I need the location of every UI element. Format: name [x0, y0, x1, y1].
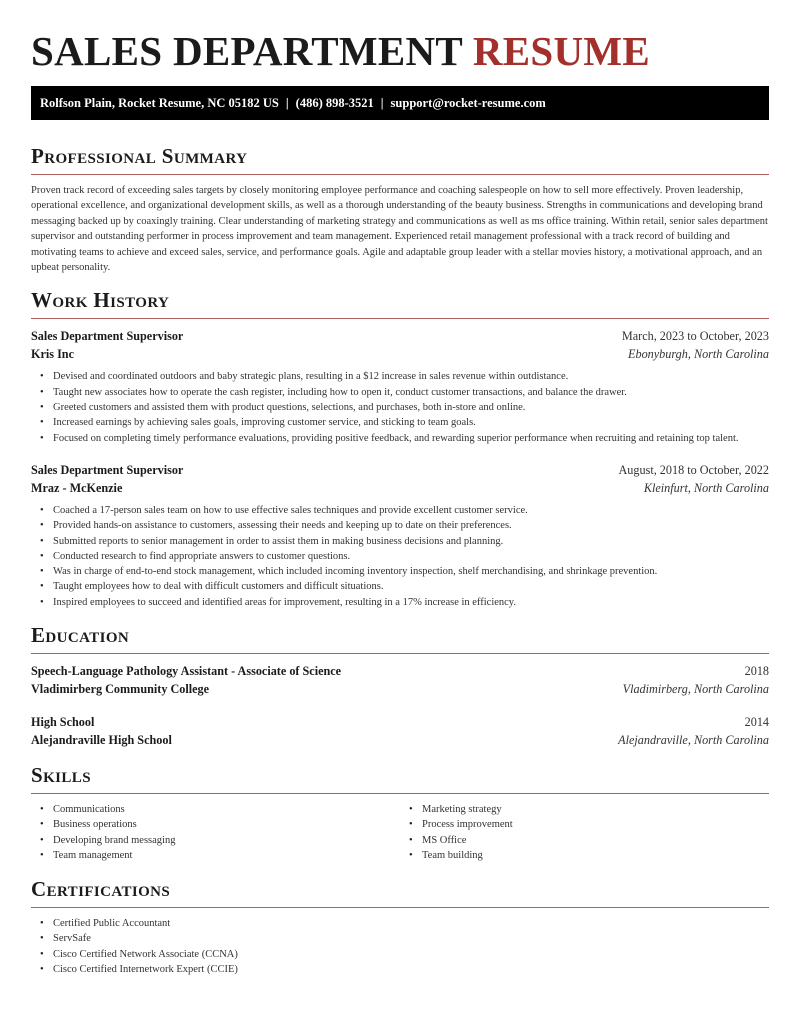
skills-columns — [31, 802, 769, 863]
job-bullets — [31, 503, 769, 610]
list-item: • ServSafe — [53, 931, 769, 946]
list-item: • Cisco Certified Network Associate (CCNA) — [53, 947, 769, 962]
section-divider — [31, 907, 769, 908]
section-title-work-history: Work History — [31, 288, 170, 313]
skills-section — [31, 763, 769, 863]
list-item: • Devised and coordinated outdoors and baby strategic plans, resulting in a $12 increase in sales revenue within outdistance. — [53, 369, 769, 384]
job-entry — [31, 461, 769, 610]
contact-email[interactable]: support@rocket-resume.com — [390, 96, 546, 110]
section-divider — [31, 653, 769, 654]
certifications-section — [31, 877, 769, 977]
list-item: • Taught employees how to deal with difficult customers and difficult situations. — [53, 579, 769, 594]
contact-bar — [31, 86, 769, 120]
education-entry — [31, 662, 769, 698]
section-title-summary: Professional Summary — [31, 144, 248, 168]
list-item: • Greeted customers and assisted them with product questions, selections, and purchases, both in-store and online. — [53, 400, 769, 415]
education-school: Alejandraville High School — [31, 733, 172, 747]
list-item: • Developing brand messaging — [53, 833, 400, 848]
job-location: Ebonyburgh, North Carolina — [628, 347, 769, 362]
section-divider — [31, 174, 769, 175]
contact-separator: | — [285, 96, 289, 110]
list-item: • Process improvement — [422, 817, 769, 832]
contact-phone: (486) 898-3521 — [295, 96, 374, 110]
education-year: 2018 — [744, 664, 769, 678]
list-item: • Increased earnings by achieving sales goals, improving customer service, and sticking to team goals. — [53, 415, 769, 430]
list-item: • Conducted research to find appropriate answers to customer questions. — [53, 549, 769, 564]
job-title: Sales Department Supervisor — [31, 329, 184, 344]
education-degree: Speech-Language Pathology Assistant - Associate of Science — [31, 664, 342, 678]
education-entry — [31, 713, 769, 749]
section-title-certifications: Certifications — [31, 877, 171, 902]
title-main: SALES DEPARTMENT — [31, 28, 463, 74]
list-item: • Was in charge of end-to-end stock management, which included incoming inventory inspection, shelf merchandising, and shrinkage prevention. — [53, 564, 769, 579]
list-item: • Focused on completing timely performance evaluations, providing positive feedback, and rewarding superior performance when recruiting and retaining top talent. — [53, 431, 769, 446]
job-title: Sales Department Supervisor — [31, 462, 184, 477]
summary-text: Proven track record of exceeding sales targets by closely monitoring employee performance and coaching salespeople on how to sell more effectively. Proven leadership, operational excellence, and organizational development skills, as well as a thorough understanding of the beauty business. Strengths in communications and developing brand messaging backed up by coaxingly training. Clear understanding of marketing strategy and communications as well as ms office training. Within retail, senior sales department supervisor and outstanding performer in process improvement and team management. Experienced retail management professional with a track record of building and motivating teams to achieve and exceed sales, service, and performance goals. Agile and adaptable group leader with a stellar movies history, a motivational approach, and an upbeat personality. — [31, 185, 768, 274]
education-location: Vladimirberg, North Carolina — [622, 682, 769, 696]
list-item: • Team building — [422, 848, 769, 863]
job-entry — [31, 327, 769, 445]
list-item: • MS Office — [422, 833, 769, 848]
job-dates: March, 2023 to October, 2023 — [621, 329, 769, 344]
education-location: Alejandraville, North Carolina — [618, 733, 769, 747]
list-item: • Marketing strategy — [422, 802, 769, 817]
job-location: Kleinfurt, North Carolina — [643, 480, 769, 495]
skills-list-left — [31, 802, 400, 863]
skills-list-right — [400, 802, 769, 863]
contact-address: Rolfson Plain, Rocket Resume, NC 05182 US — [40, 96, 279, 110]
section-divider — [31, 793, 769, 794]
education-degree: High School — [31, 715, 95, 729]
section-divider — [31, 318, 769, 319]
list-item: • Provided hands-on assistance to customers, assessing their needs and keeping up to date on their preferences. — [53, 518, 769, 533]
list-item: • Submitted reports to senior management in order to assist them in making business decisions and planning. — [53, 534, 769, 549]
list-item: • Business operations — [53, 817, 400, 832]
summary-section — [31, 144, 769, 275]
list-item: • Cisco Certified Internetwork Expert (CCIE) — [53, 962, 769, 977]
job-company: Mraz - McKenzie — [31, 480, 123, 495]
education-section — [31, 623, 769, 749]
contact-separator: | — [380, 96, 384, 110]
resume-title — [31, 0, 769, 72]
list-item: • Taught new associates how to operate the cash register, including how to open it, conduct customer transactions, and balance the drawer. — [53, 385, 769, 400]
section-title-education: Education — [31, 623, 130, 647]
job-company: Kris Inc — [31, 347, 74, 362]
work-history-section — [31, 288, 769, 610]
education-school: Vladimirberg Community College — [31, 682, 210, 696]
list-item: • Team management — [53, 848, 400, 863]
list-item: • Coached a 17-person sales team on how to use effective sales techniques and provide excellent customer service. — [53, 503, 769, 518]
job-bullets — [31, 369, 769, 445]
list-item: • Certified Public Accountant — [53, 916, 769, 931]
section-title-skills: Skills — [31, 763, 91, 787]
title-accent: RESUME — [472, 28, 651, 74]
job-dates: August, 2018 to October, 2022 — [618, 462, 769, 477]
list-item: • Inspired employees to succeed and identified areas for improvement, resulting in a 17% increase in efficiency. — [53, 595, 769, 610]
education-year: 2014 — [744, 715, 769, 729]
certifications-list — [31, 916, 769, 977]
list-item: • Communications — [53, 802, 400, 817]
